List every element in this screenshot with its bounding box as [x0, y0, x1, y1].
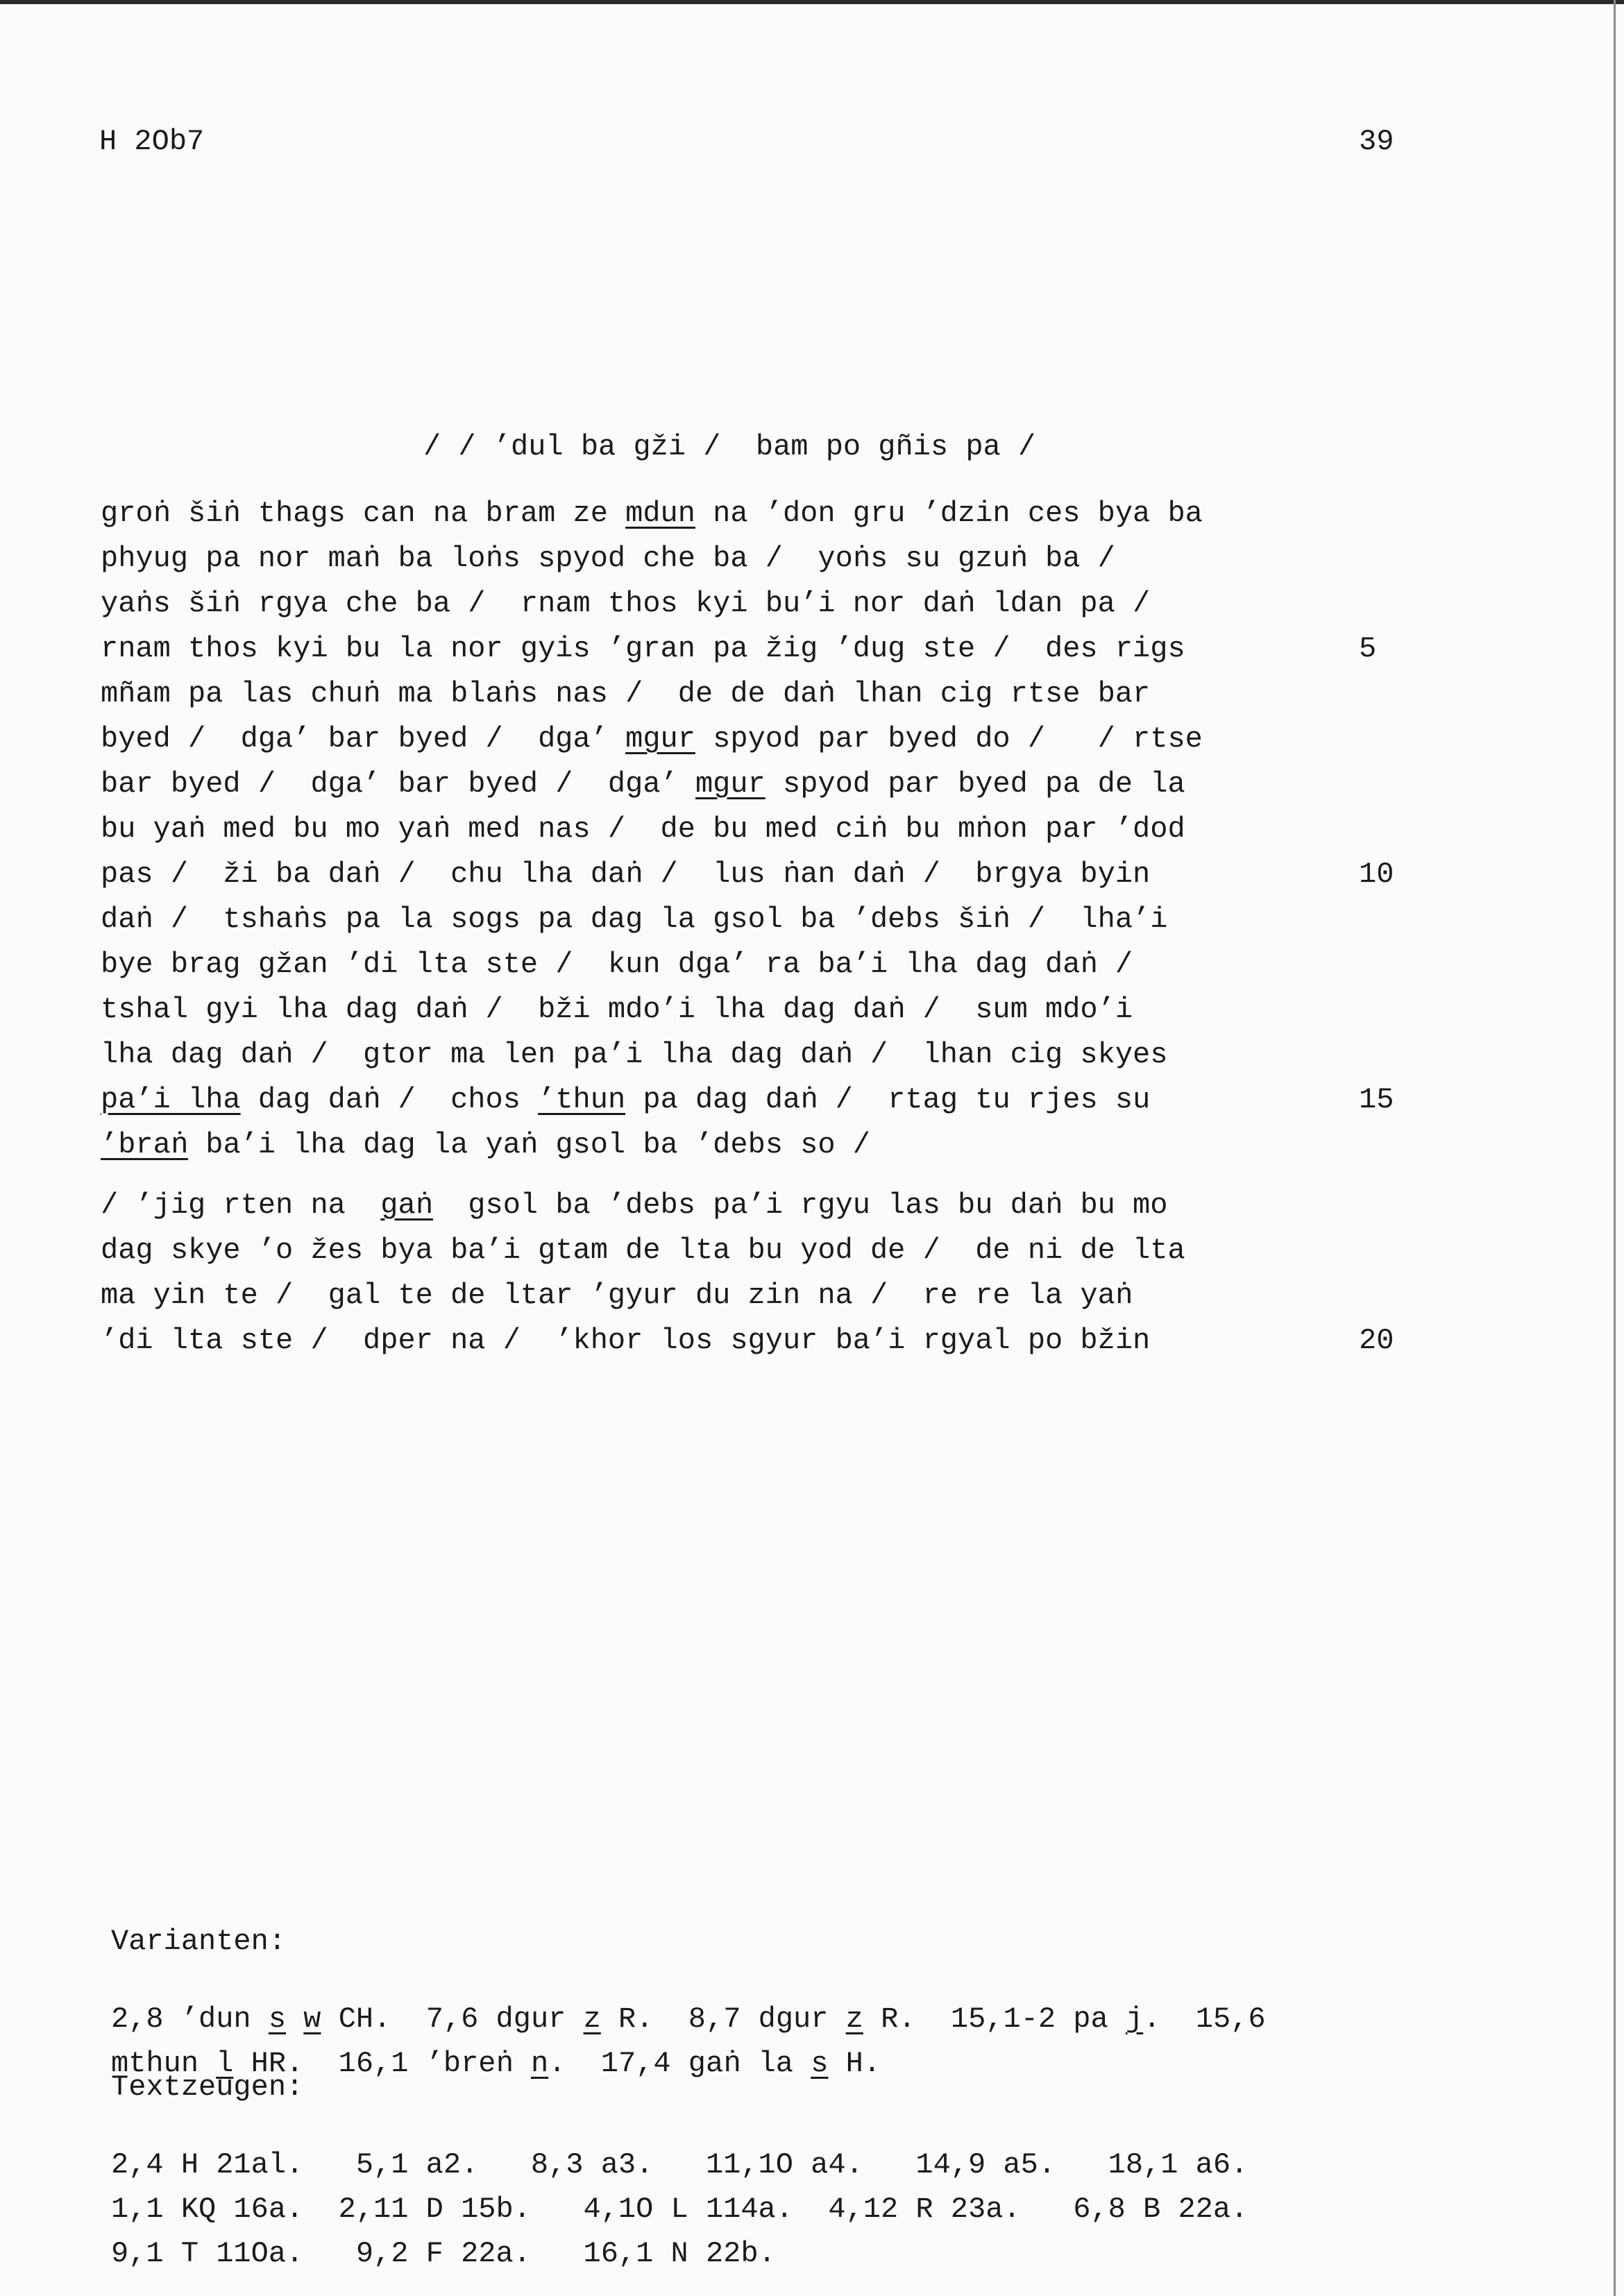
underlined-word: mgur: [625, 722, 695, 756]
text-line: [101, 1183, 1419, 1228]
text-segment: R. 8,7 dgur: [600, 2002, 846, 2036]
line-number: 5: [1359, 632, 1377, 665]
text-line: [101, 897, 1419, 942]
page-edge-right: [1614, 0, 1616, 2296]
text-line: [101, 627, 1419, 672]
text-segment: HR. 16,1 ’breṅ: [233, 2047, 531, 2080]
page-edge-top: [0, 0, 1624, 4]
main-text-paragraph-2: [101, 1183, 1419, 1363]
text-line: [101, 852, 1419, 897]
underlined-word: l: [216, 2047, 234, 2080]
text-line: [101, 672, 1419, 717]
textzeugen-heading: Textzeugen:: [111, 2070, 304, 2104]
text-segment: pa dag daṅ / rtag tu rjes su: [625, 1083, 1151, 1116]
text-segment: bye brag gžan ’di lta ste / kun dga’ ra ba’i lha dag daṅ /: [101, 948, 1133, 981]
text-segment: spyod par byed pa de la: [765, 767, 1185, 801]
text-line: [101, 1123, 1419, 1168]
text-segment: na ’don gru ’dzin ces bya ba: [695, 497, 1203, 530]
textzeugen-line: [111, 2187, 1430, 2231]
text-segment: pas / ži ba daṅ / chu lha daṅ / lus ṅan daṅ / brgya byin: [101, 858, 1151, 891]
main-text-paragraph-1: [101, 491, 1419, 1168]
text-segment: ’di lta ste / dper na / ’khor los sgyur ba’i rgyal po bžin: [101, 1324, 1151, 1357]
text-segment: bar byed / dga’ bar byed / dga’: [101, 767, 695, 801]
text-segment: 2,4 H 21al. 5,1 a2. 8,3 a3. 11,1O a4. 14,9 a5. 18,1 a6.: [111, 2148, 1249, 2182]
text-line: [101, 536, 1419, 581]
underlined-word: gaṅ: [380, 1189, 433, 1222]
text-segment: / ’jig rten na: [101, 1189, 381, 1222]
text-segment: lha dag daṅ / gtor ma len pa’i lha dag daṅ / lhan cig skyes: [101, 1038, 1168, 1071]
text-line: [101, 491, 1419, 536]
line-number: 10: [1359, 858, 1394, 891]
underlined-word: mdun: [625, 497, 695, 530]
text-segment: bu yaṅ med bu mo yaṅ med nas / de bu med ciṅ bu mṅon par ’dod: [101, 813, 1185, 846]
text-segment: daṅ / tshaṅs pa la sogs pa dag la gsol ba ’debs šiṅ / lha’i: [101, 903, 1168, 936]
underlined-word: ’braṅ: [101, 1128, 189, 1162]
varianten-heading: Varianten:: [111, 1925, 287, 1958]
text-segment: ma yin te / gal te de ltar ’gyur du zin na / re re la yaṅ: [101, 1279, 1133, 1312]
text-segment: 2,8 ’dun: [111, 2002, 269, 2036]
underlined-word: z: [583, 2002, 601, 2036]
text-segment: groṅ šiṅ thags can na bram ze: [101, 497, 626, 530]
text-segment: . 17,4 gaṅ la: [548, 2047, 811, 2080]
line-number: 15: [1359, 1083, 1394, 1116]
text-line: [101, 581, 1419, 627]
text-segment: ba’i lha dag la yaṅ gsol ba ’debs so /: [188, 1128, 870, 1162]
underlined-word: s: [811, 2047, 829, 2080]
text-line: [101, 1032, 1419, 1078]
underlined-word: ’thun: [538, 1083, 626, 1116]
underlined-word: s: [268, 2002, 287, 2036]
text-line: [101, 987, 1419, 1032]
text-segment: 1,1 KQ 16a. 2,11 D 15b. 4,1O L 114a. 4,12 R 23a. 6,8 B 22a.: [111, 2193, 1249, 2226]
text-line: [101, 762, 1419, 807]
underlined-word: w: [303, 2002, 321, 2036]
text-segment: rnam thos kyi bu la nor gyis ’gran pa žig ’dug ste / des rigs: [101, 632, 1185, 665]
text-line: [101, 717, 1419, 762]
underlined-word: pa’i lha: [101, 1083, 241, 1116]
text-line: [101, 942, 1419, 987]
text-segment: R. 15,1-2 pa: [863, 2002, 1126, 2036]
underlined-word: n: [530, 2047, 549, 2080]
page-number: 39: [1359, 125, 1394, 158]
textzeugen-line: [111, 2231, 1430, 2276]
section-title: / / ’dul ba gži / bam po gñis pa /: [423, 430, 1036, 464]
underlined-word: mgur: [695, 767, 766, 801]
text-segment: H.: [828, 2047, 881, 2080]
apparatus-textzeugen: [111, 1998, 1430, 2276]
text-segment: CH. 7,6 dgur: [321, 2002, 584, 2036]
text-segment: tshal gyi lha dag daṅ / bži mdo’i lha dag daṅ / sum mdo’i: [101, 993, 1133, 1026]
text-segment: dag skye ’o žes bya ba’i gtam de lta bu yod de / de ni de lta: [101, 1234, 1185, 1267]
text-segment: byed / dga’ bar byed / dga’: [101, 722, 626, 756]
text-line: [101, 807, 1419, 852]
text-segment: yaṅs šiṅ rgya che ba / rnam thos kyi bu’i nor daṅ ldan pa /: [101, 587, 1151, 620]
textzeugen-line: [111, 2143, 1430, 2187]
text-segment: . 15,6: [1143, 2002, 1266, 2036]
text-line: [101, 1273, 1419, 1318]
line-number: 20: [1359, 1324, 1394, 1357]
text-line: [101, 1078, 1419, 1123]
text-segment: 9,1 T 11Oa. 9,2 F 22a. 16,1 N 22b.: [111, 2237, 776, 2270]
text-segment: mthun: [111, 2047, 217, 2080]
text-segment: mñam pa las chuṅ ma blaṅs nas / de de daṅ lhan cig rtse bar: [101, 677, 1151, 711]
text-line: [101, 1228, 1419, 1273]
text-segment: dag daṅ / chos: [240, 1083, 539, 1116]
text-line: [101, 1318, 1419, 1363]
text-segment: spyod par byed do / / rtse: [695, 722, 1203, 756]
folio-reference: H 2Ob7: [99, 125, 205, 158]
text-segment: gsol ba ’debs pa’i rgyu las bu daṅ bu mo: [432, 1189, 1168, 1222]
underlined-word: z: [845, 2002, 863, 2036]
text-segment: phyug pa nor maṅ ba loṅs spyod che ba / yoṅs su gzuṅ ba /: [101, 542, 1115, 575]
underlined-word: j: [1125, 2002, 1144, 2036]
